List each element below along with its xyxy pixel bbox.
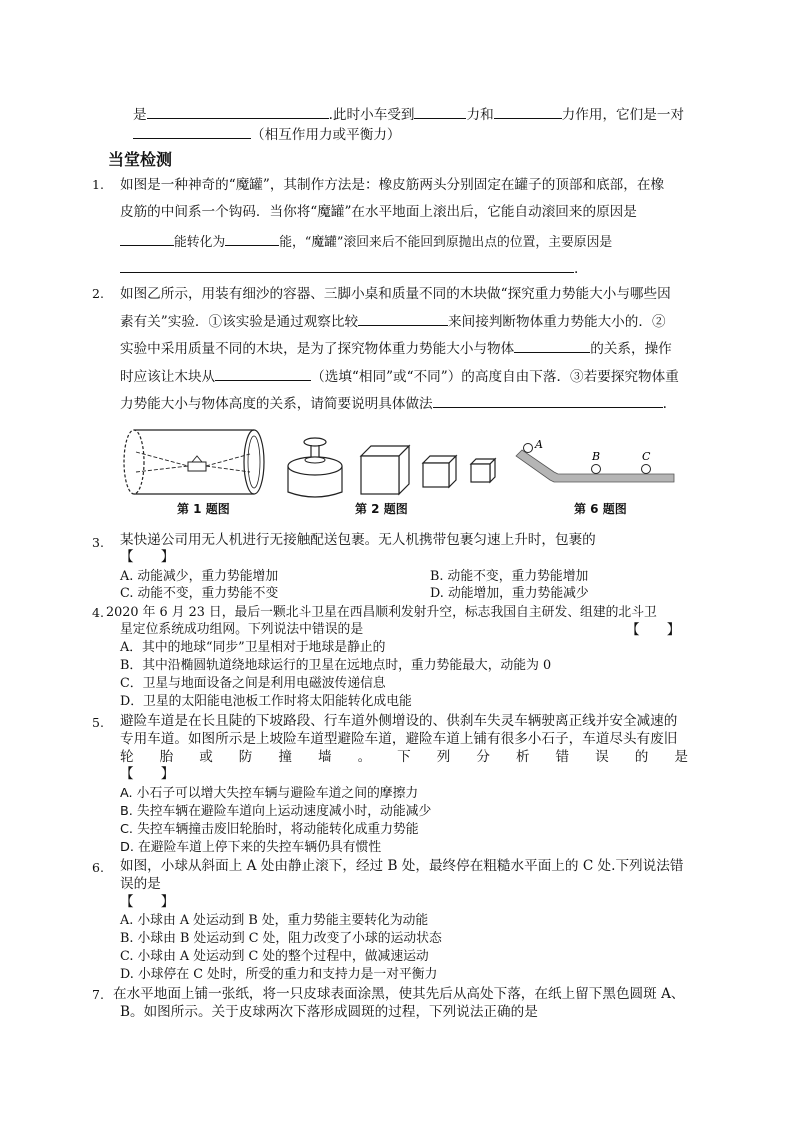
q2-text-d: 实验中采用质量不同的木块，是为了探究物体重力势能大小与物体 <box>120 341 515 357</box>
q5-line-3-char: 析 <box>515 749 530 765</box>
ball-b <box>592 465 601 474</box>
q2-text-a: 素有关”实验．①该实验是通过观察比较 <box>120 314 359 330</box>
q2-text-c: 来间接判断物体重力势能大小的．② <box>448 314 666 330</box>
q5-line-1: 避险车道是在长且陡的下坡路段、行车道外侧增设的、供刹车失灵车辆驶离正线并安全减速的 <box>120 713 678 729</box>
q5-line-3-char: 或 <box>199 749 213 765</box>
q3-option-c[interactable]: C. 动能不变，重力势能不变 <box>120 586 279 601</box>
q3-bracket[interactable]: 【 】 <box>120 549 175 565</box>
q2-text-f: 时应该让木块从 <box>120 369 216 385</box>
q4-number: 4. <box>92 605 104 620</box>
q4-option-c[interactable]: C．卫星与地面设备之间是利用电磁波传递信息 <box>120 676 386 691</box>
q2-text-g: （选填“相同”或“不同”）的高度自由下落．③若要探究物体重 <box>311 369 679 385</box>
wood-block-medium <box>423 456 456 487</box>
top-text-e: （相互作用力或平衡力） <box>251 127 401 143</box>
fig2-caption: 第 2 题图 <box>355 502 408 516</box>
q6-number: 6. <box>92 860 104 875</box>
q2-blank-3[interactable] <box>215 366 311 381</box>
blank-4[interactable] <box>133 124 251 139</box>
ball-a <box>524 444 533 453</box>
fig1-magic-can-image <box>122 428 270 496</box>
q5-option-c[interactable]: C. 失控车辆撞击废旧轮胎时，将动能转化成重力势能 <box>120 822 419 837</box>
q2-line-3 <box>120 338 672 358</box>
wood-block-small <box>471 459 495 482</box>
q4-option-d[interactable]: D．卫星的太阳能电池板工作时将太阳能转化成电能 <box>120 694 412 709</box>
q1-blank-3[interactable] <box>120 258 574 273</box>
q2-line-1: 如图乙所示，用装有细沙的容器、三脚小桌和质量不同的木块做“探究重力势能大小与哪些因 <box>120 286 671 302</box>
top-text-b: .此时小车受到 <box>328 107 415 123</box>
q6-option-a[interactable]: A. 小球由 A 处运动到 B 处，重力势能主要转化为动能 <box>120 913 429 928</box>
q5-line-3-char: 分 <box>476 749 490 765</box>
q2-blank-2[interactable] <box>514 338 590 353</box>
can-left-end <box>124 430 144 494</box>
top-text-a: 是 <box>133 107 147 123</box>
fig6-caption: 第 6 题图 <box>574 502 627 516</box>
q5-line-3-char: 胎 <box>159 749 174 765</box>
q1-end: . <box>574 261 579 277</box>
q2-line-2 <box>120 311 666 331</box>
q2-blank-4[interactable] <box>433 393 663 408</box>
q3-option-a[interactable]: A. 动能减少，重力势能增加 <box>120 569 279 584</box>
q4-option-a[interactable]: A．其中的地球“同步”卫星相对于地球是静止的 <box>120 640 386 655</box>
q5-line-3-char: 是 <box>674 749 688 765</box>
label-b: B <box>592 450 601 463</box>
q5-line-3-char: 轮 <box>120 749 134 765</box>
blank-3[interactable] <box>494 104 562 119</box>
q5-line-3 <box>120 748 688 766</box>
q1-line-4 <box>120 258 578 278</box>
fig6-ramp-image <box>514 438 676 488</box>
q7-number: 7. <box>92 987 104 1002</box>
q1-text-b: 能转化为 <box>174 235 226 250</box>
q3-stem: 某快递公司用无人机进行无接触配送包裹。无人机携带包裹匀速上升时，包裹的 <box>120 532 596 548</box>
fig2-apparatus-image <box>285 436 505 498</box>
q2-text-i: . <box>662 396 667 412</box>
ball-c <box>642 465 651 474</box>
q5-line-3-char: 下 <box>397 749 411 765</box>
q1-blank-2[interactable] <box>225 231 279 246</box>
q5-line-3-char: 防 <box>238 749 253 765</box>
table-top <box>304 438 326 446</box>
q2-text-e: 的关系，操作 <box>590 341 672 357</box>
q5-line-3-char: 的 <box>634 749 649 765</box>
q3-option-d[interactable]: D. 动能增加，重力势能减少 <box>430 586 589 601</box>
top-line-1 <box>133 104 684 124</box>
q6-line-2: 误的是 <box>120 876 161 892</box>
q6-option-c[interactable]: C. 小球由 A 处运动到 C 处的整个过程中，做减速运动 <box>120 949 429 964</box>
q5-number: 5. <box>92 715 104 730</box>
q1-blank-1[interactable] <box>120 231 174 246</box>
q1-line-1: 如图是一种神奇的“魔罐”，其制作方法是：橡皮筋两头分别固定在罐子的顶部和底部，在橡 <box>120 177 665 193</box>
q6-line-1: 如图，小球从斜面上 A 处由静止滚下，经过 B 处，最终停在粗糙水平面上的 C 处.下列说法错 <box>120 858 684 874</box>
q5-bracket[interactable]: 【 】 <box>120 766 175 782</box>
q5-line-3-char: 列 <box>436 749 451 765</box>
q4-option-b[interactable]: B．其中沿椭圆轨道绕地球运行的卫星在远地点时，重力势能最大，动能为 0 <box>120 658 552 673</box>
q3-option-b[interactable]: B. 动能不变，重力势能增加 <box>430 569 589 584</box>
q2-number: 2. <box>92 286 104 301</box>
q5-line-3-char: 。 <box>357 749 372 765</box>
q5-line-3-char: 错 <box>555 749 570 765</box>
q5-option-b[interactable]: B. 失控车辆在避险车道向上运动速度减小时，动能减少 <box>120 804 432 819</box>
q4-line-2: 星定位系统成功组网。下列说法中错误的是 <box>120 622 364 637</box>
top-text-c: 力和 <box>466 107 494 123</box>
q5-line-3-char: 误 <box>595 749 609 765</box>
q2-line-4 <box>120 366 679 386</box>
q6-option-b[interactable]: B. 小球由 B 处运动到 C 处，阻力改变了小球的运动状态 <box>120 931 442 946</box>
q5-line-2: 专用车道。如图所示是上坡险车道型避险车道，避险车道上铺有很多小石子，车道尽头有废旧 <box>120 731 678 747</box>
q6-bracket[interactable]: 【 】 <box>120 894 175 910</box>
label-c: C <box>642 450 651 463</box>
q1-line-3 <box>120 231 612 252</box>
q5-line-3-char: 撞 <box>278 749 292 765</box>
label-a: A <box>535 438 543 451</box>
top-text-d: 力作用，它们是一对 <box>561 107 685 123</box>
rubber-band-right <box>206 454 250 466</box>
q4-line-1: 2020 年 6 月 23 日，最后一颗北斗卫星在西昌顺利发射升空，标志我国自主研发、组建的北斗卫 <box>106 605 657 620</box>
section-title: 当堂检测 <box>108 150 173 169</box>
q2-blank-1[interactable] <box>358 311 448 326</box>
can-right-end <box>244 430 264 494</box>
q1-line-2: 皮筋的中间系一个钩码．当你将“魔罐”在水平地面上滚出后，它能自动滚回来的原因是 <box>120 204 637 220</box>
blank-1[interactable] <box>147 104 329 119</box>
q7-line-2: B。如图所示。关于皮球两次下落形成圆斑的过程，下列说法正确的是 <box>120 1004 538 1020</box>
q1-number: 1. <box>92 177 104 192</box>
q4-bracket[interactable]: 【 】 <box>626 622 681 638</box>
q2-line-5 <box>120 393 667 413</box>
q1-text-d: 能，“魔罐”滚回来后不能回到原抛出点的位置，主要原因是 <box>279 235 613 250</box>
blank-2[interactable] <box>414 104 466 119</box>
hook-weight <box>188 462 206 471</box>
q5-option-d[interactable]: D. 在避险车道上停下来的失控车辆仍具有惯性 <box>120 840 382 855</box>
q6-option-d[interactable]: D. 小球停在 C 处时，所受的重力和支持力是一对平衡力 <box>120 967 438 982</box>
wood-block-large <box>361 446 409 494</box>
fig1-caption: 第 1 题图 <box>177 502 230 516</box>
q5-option-a[interactable]: A. 小石子可以增大失控车辆与避险车道之间的摩擦力 <box>120 786 419 801</box>
q2-text-h: 力势能大小与物体高度的关系，请简要说明具体做法 <box>120 396 433 412</box>
q5-line-3-char: 墙 <box>317 749 332 765</box>
q3-number: 3. <box>92 535 104 550</box>
q7-line-1: 在水平地面上铺一张纸，将一只皮球表面涂黑，使其先后从高处下落，在纸上留下黑色圆斑 A、 <box>113 986 685 1002</box>
top-line-2 <box>133 124 401 144</box>
